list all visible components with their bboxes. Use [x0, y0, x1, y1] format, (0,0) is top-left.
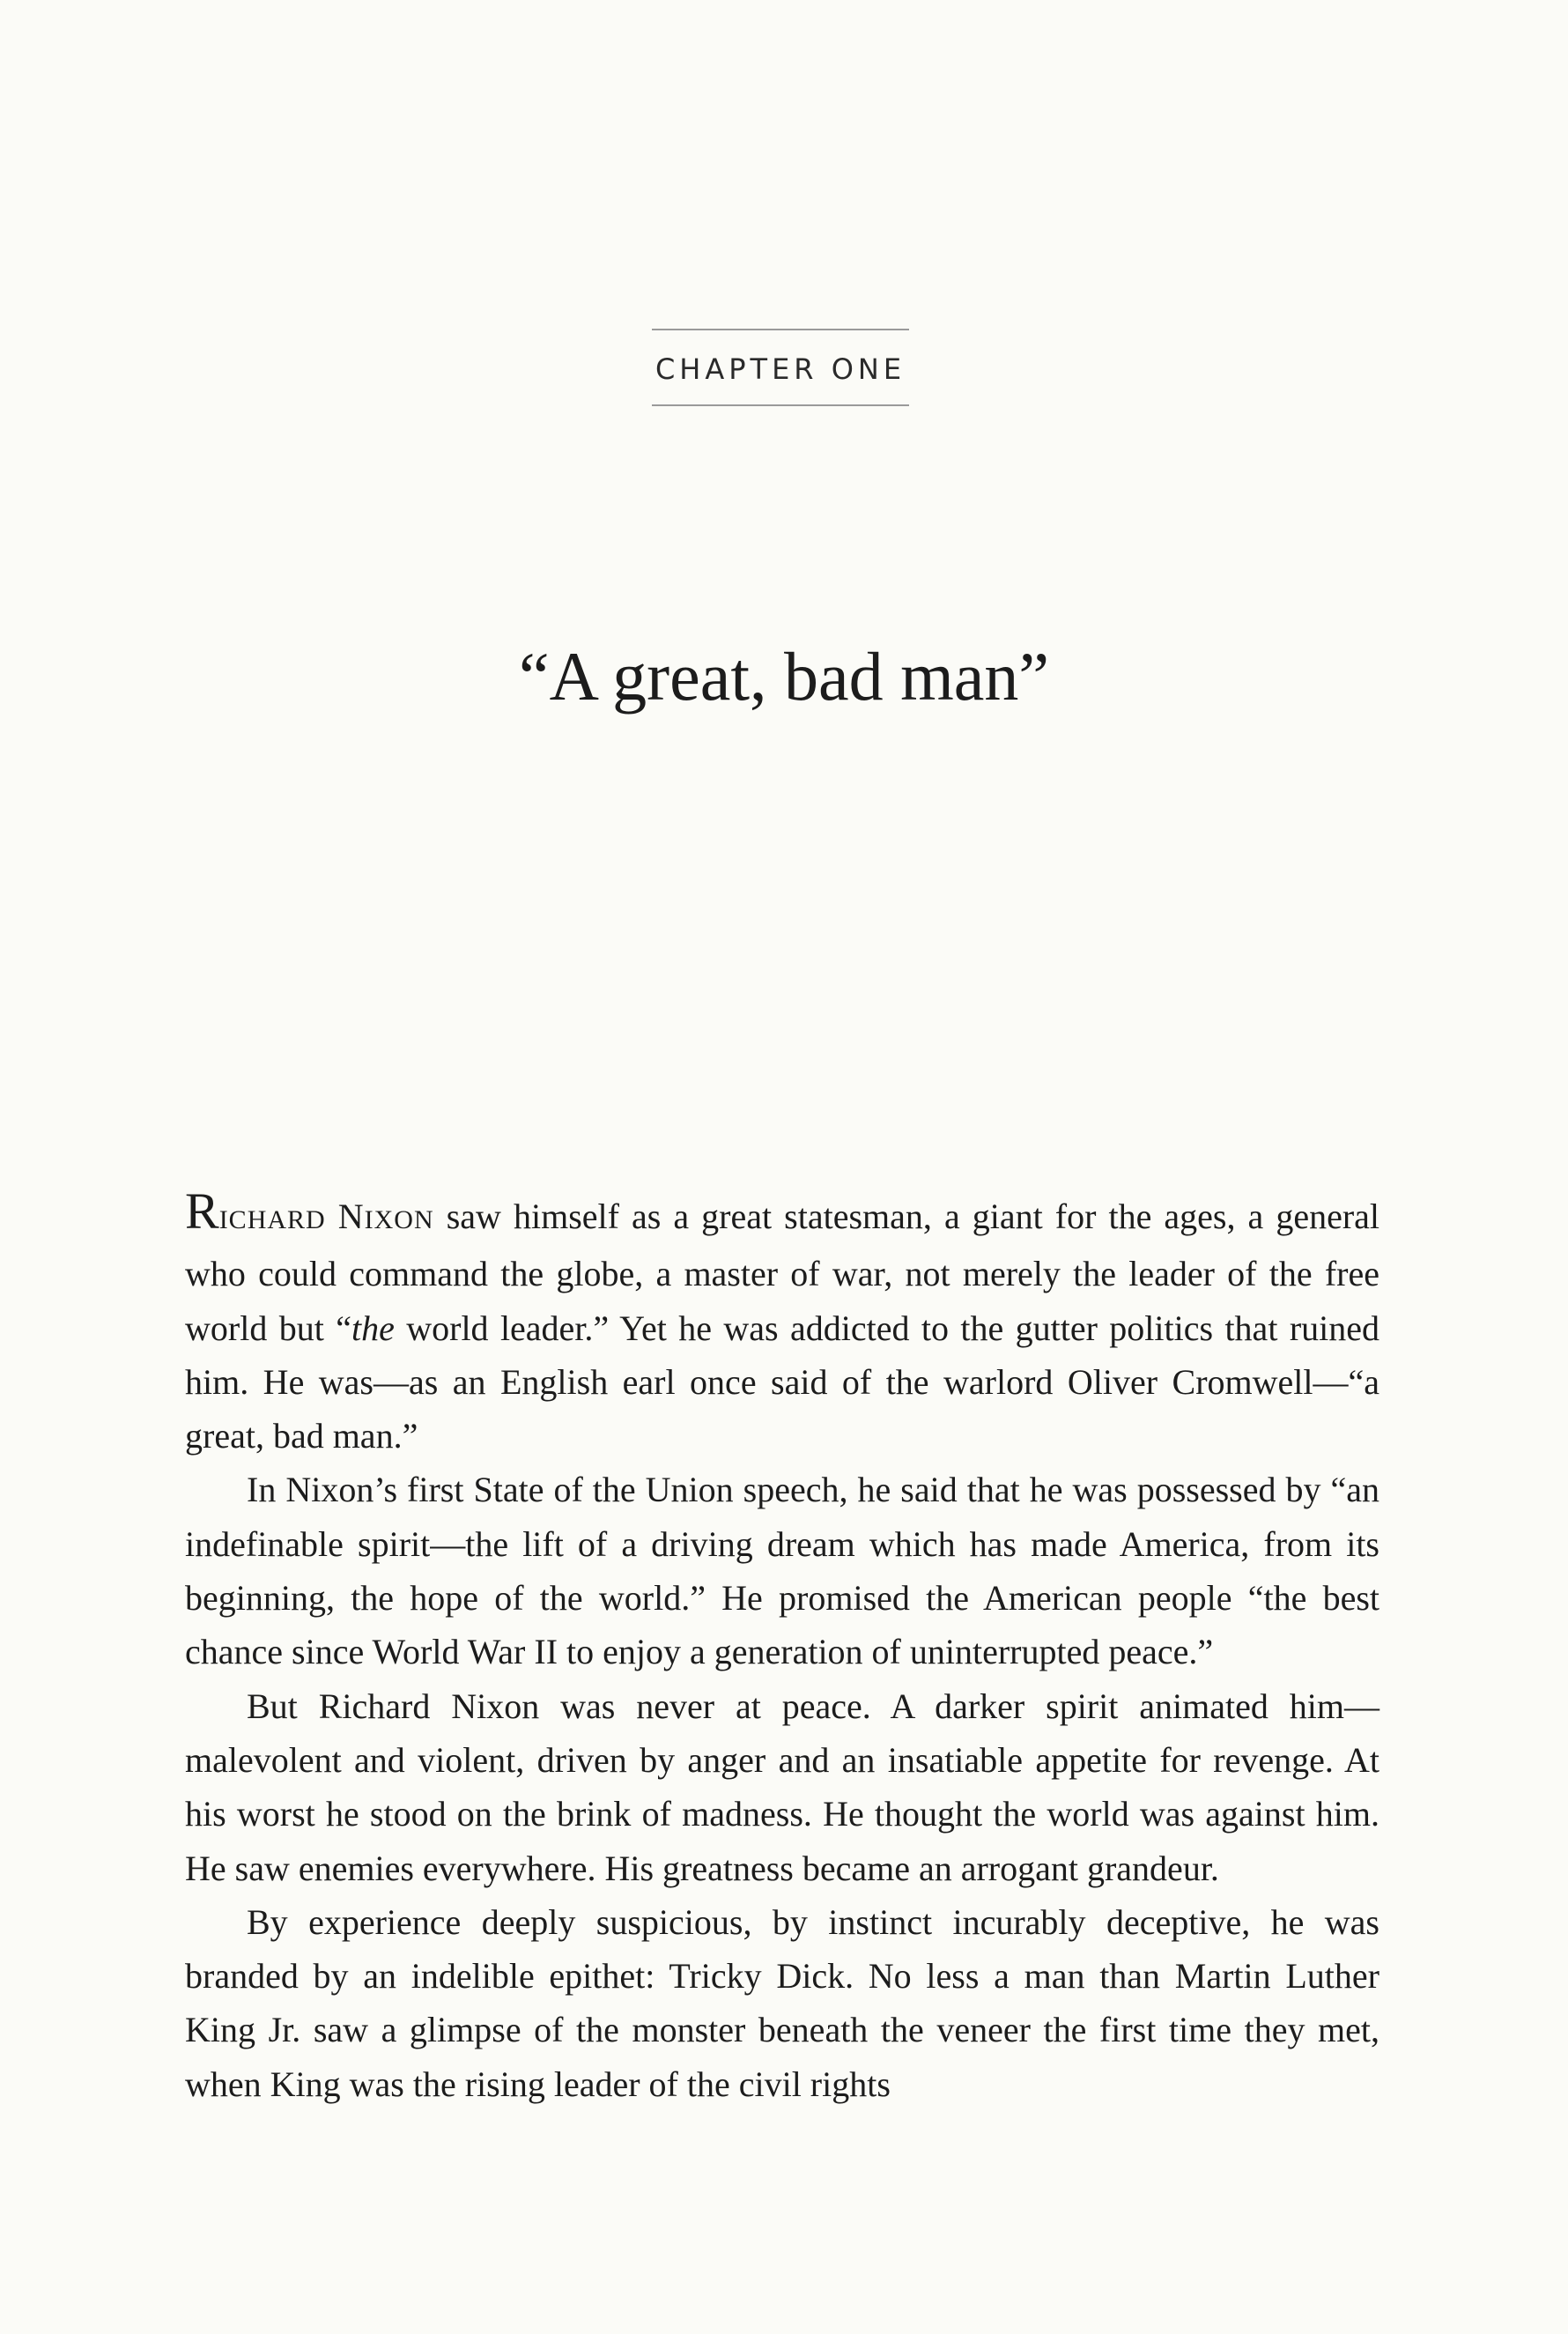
- chapter-title: “A great, bad man”: [518, 638, 1050, 715]
- chapter-rule-top: [652, 329, 909, 330]
- paragraph-1-text-b: world leader.” Yet he was addicted to the gutter politics that ruined him. He was—as an English earl once said of the warlord Oliver Cromwell—“a great, bad man.”: [185, 1308, 1380, 1456]
- chapter-heading: [652, 329, 909, 406]
- paragraph-2: In Nixon’s first State of the Union speech, he said that he was possessed by “an indefinable spirit—the lift of a driving dream which has made America, from its beginning, the hope of the world.” He promised the American people “the best chance since World War II to enjoy a generation of uninterrupted peace.”: [185, 1470, 1379, 1672]
- lead-word-rest: ICHARD: [218, 1205, 326, 1234]
- paragraph-3: But Richard Nixon was never at peace. A darker spirit animated him—malevolent and violent, driven by anger and an insatiable appetite for revenge. At his worst he stood on the brink of madness. He thought the world was against him. He saw enemies everywhere. His greatness became an arrogant grandeur.: [185, 1686, 1379, 1888]
- paragraph-1-text-a: saw himself as a great statesman, a giant for the ages, a general who could command the globe, a master of war, not merely the leader of the free world but “: [185, 1197, 1380, 1348]
- paragraph-1-emphasis: the: [351, 1308, 395, 1348]
- paragraph-4: By experience deeply suspicious, by instinct incurably deceptive, he was branded by an indelible epithet: Tricky Dick. No less a man than Martin Luther King Jr. saw a glimpse of the monster beneath the veneer the first time they met, when King was the rising leader of the civil rights: [185, 1901, 1379, 2104]
- body-text: [185, 1182, 1380, 2111]
- lead-initial: R: [185, 1182, 219, 1240]
- lead-word-rest-2: IXON: [364, 1205, 434, 1234]
- chapter-rule-bottom: [652, 404, 909, 406]
- chapter-label: CHAPTER ONE: [655, 352, 906, 386]
- lead-initial-2: N: [337, 1197, 365, 1236]
- paragraph-1: [185, 1182, 1380, 1463]
